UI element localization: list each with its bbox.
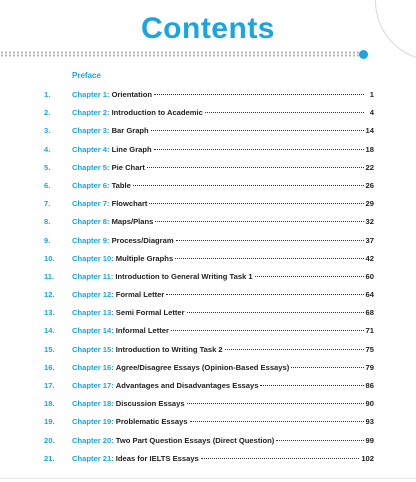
toc-entry-line [72, 236, 374, 245]
toc-entry-line [72, 326, 374, 335]
toc-entry[interactable] [0, 306, 416, 324]
toc-dot-leader [171, 330, 364, 331]
toc-page-number: 26 [365, 180, 374, 190]
toc-chapter-title: Discussion Essays [115, 399, 185, 409]
toc-dot-leader [147, 167, 364, 168]
toc-page-number: 93 [365, 417, 374, 427]
toc-chapter-label: Chapter 4: [72, 144, 110, 154]
toc-dot-leader [205, 112, 364, 113]
toc-entry[interactable] [0, 179, 416, 197]
toc-entry-number: 20. [44, 435, 55, 445]
toc-dot-leader [155, 221, 363, 222]
toc-dot-leader [154, 94, 364, 95]
toc-chapter-title: Table [111, 180, 131, 190]
toc-entry-number: 18. [44, 399, 55, 409]
toc-entry[interactable] [0, 343, 416, 361]
preface-link[interactable]: Preface [72, 71, 101, 80]
toc-dot-leader [149, 203, 363, 204]
toc-dot-leader [187, 312, 364, 313]
toc-chapter-title: Pie Chart [111, 162, 145, 172]
toc-page-number: 22 [365, 162, 374, 172]
toc-entry[interactable] [0, 215, 416, 233]
toc-entry-line [72, 126, 374, 135]
toc-entry-line [72, 308, 374, 317]
toc-entry[interactable] [0, 143, 416, 161]
toc-entry[interactable] [0, 197, 416, 215]
toc-entry-line [72, 254, 374, 263]
toc-dot-leader [255, 276, 364, 277]
toc-chapter-title: Advantages and Disadvantages Essays [115, 381, 259, 390]
toc-chapter-label: Chapter 12: [72, 290, 114, 300]
toc-entry-line [72, 417, 374, 426]
toc-dot-leader [176, 240, 364, 241]
toc-page-number: 68 [365, 308, 374, 318]
toc-entry[interactable] [0, 452, 416, 470]
toc-entry-line [72, 290, 374, 299]
toc-page-number: 64 [365, 290, 374, 300]
toc-page-number: 90 [365, 399, 374, 409]
toc-chapter-label: Chapter 3: [72, 126, 110, 136]
toc-dot-leader [291, 367, 363, 368]
toc-entry-line [72, 181, 374, 190]
toc-dot-leader [133, 185, 364, 186]
toc-entry[interactable] [0, 379, 416, 397]
page-title: Contents [141, 12, 275, 45]
toc-entry-line [72, 399, 374, 408]
toc-chapter-label: Chapter 21: [72, 453, 114, 463]
toc-entry[interactable] [0, 234, 416, 252]
toc-entry-line [72, 363, 374, 372]
toc-entry-number: 19. [44, 417, 55, 427]
toc-chapter-label: Chapter 9: [72, 235, 110, 245]
toc-entry-number: 1. [44, 90, 51, 99]
toc-entry-line [72, 454, 374, 463]
toc-page-number: 32 [365, 217, 374, 227]
toc-chapter-label: Chapter 20: [72, 435, 114, 445]
toc-chapter-label: Chapter 7: [72, 199, 110, 209]
dotted-divider [0, 51, 362, 57]
toc-chapter-title: Formal Letter [115, 290, 165, 300]
toc-chapter-title: Process/Diagram [111, 235, 174, 245]
toc-entry-number: 14. [44, 326, 55, 336]
toc-entry-number: 11. [44, 271, 55, 281]
toc-chapter-title: Problematic Essays [115, 417, 188, 427]
toc-entry-line [72, 381, 374, 390]
toc-page-number: 37 [365, 235, 374, 245]
toc-entry[interactable] [0, 270, 416, 288]
toc-chapter-label: Chapter 18: [72, 399, 114, 409]
toc-chapter-label: Chapter 6: [72, 180, 110, 190]
toc-entry-number: 10. [44, 253, 55, 263]
toc-entry-number: 9. [44, 235, 51, 245]
toc-dot-leader [166, 294, 363, 295]
toc-entry-number: 6. [44, 180, 51, 190]
toc-entry-number: 7. [44, 199, 51, 209]
toc-entry[interactable] [0, 124, 416, 142]
toc-entry-number: 21. [44, 453, 55, 463]
toc-chapter-label: Chapter 15: [72, 344, 114, 354]
page-bottom-edge [0, 478, 416, 479]
toc-chapter-label: Chapter 8: [72, 217, 110, 227]
toc-chapter-title: Introduction to Academic [111, 108, 203, 118]
toc-chapter-title: Orientation [111, 90, 153, 99]
toc-entry[interactable] [0, 361, 416, 379]
toc-dot-leader [225, 349, 364, 350]
toc-entry[interactable] [0, 324, 416, 342]
toc-page-number: 75 [365, 344, 374, 354]
toc-dot-leader [175, 258, 363, 259]
toc-chapter-title: Flowchart [111, 199, 148, 209]
toc-chapter-title: Introduction to General Writing Task 1 [115, 271, 253, 281]
table-of-contents [0, 88, 416, 470]
toc-chapter-label: Chapter 1: [72, 90, 110, 99]
toc-entry[interactable] [0, 288, 416, 306]
toc-chapter-label: Chapter 2: [72, 108, 110, 118]
toc-chapter-label: Chapter 19: [72, 417, 114, 427]
toc-entry-number: 5. [44, 162, 51, 172]
toc-chapter-label: Chapter 10: [72, 253, 114, 263]
toc-entry-line [72, 436, 374, 445]
divider-dot-icon [359, 50, 368, 59]
toc-page-number: 102 [361, 453, 374, 463]
toc-dot-leader [151, 130, 364, 131]
toc-entry-line [72, 90, 374, 99]
toc-chapter-title: Two Part Question Essays (Direct Question) [115, 435, 275, 445]
toc-dot-leader [190, 421, 364, 422]
toc-entry-line [72, 272, 374, 281]
toc-page-number: 1 [369, 90, 374, 99]
toc-chapter-title: Multiple Graphs [115, 253, 174, 263]
toc-page-number: 99 [365, 435, 374, 445]
toc-chapter-title: Bar Graph [111, 126, 149, 136]
toc-page-number: 18 [365, 144, 374, 154]
toc-entry[interactable] [0, 88, 416, 106]
toc-chapter-title: Semi Formal Letter [115, 308, 185, 318]
toc-entry-line [72, 217, 374, 226]
toc-dot-leader [276, 440, 363, 441]
toc-chapter-title: Line Graph [111, 144, 152, 154]
toc-page-number: 79 [365, 362, 374, 372]
toc-chapter-label: Chapter 14: [72, 326, 114, 336]
toc-entry-line [72, 145, 374, 154]
toc-dot-leader [260, 385, 363, 386]
toc-page-number: 71 [365, 326, 374, 336]
toc-chapter-title: Agree/Disagree Essays (Opinion-Based Essays) [115, 362, 290, 372]
toc-entry-number: 15. [44, 344, 55, 354]
toc-dot-leader [187, 403, 364, 404]
toc-entry-line [72, 345, 374, 354]
toc-dot-leader [154, 149, 364, 150]
toc-entry-number: 3. [44, 126, 51, 136]
toc-chapter-label: Chapter 17: [72, 381, 114, 390]
toc-entry[interactable] [0, 397, 416, 415]
toc-page-number: 42 [365, 253, 374, 263]
toc-page-number: 29 [365, 199, 374, 209]
toc-entry-number: 2. [44, 108, 51, 118]
toc-dot-leader [201, 458, 360, 459]
toc-chapter-title: Introduction to Writing Task 2 [115, 344, 223, 354]
toc-entry[interactable] [0, 252, 416, 270]
toc-chapter-label: Chapter 16: [72, 362, 114, 372]
toc-entry-line [72, 199, 374, 208]
toc-entry-number: 12. [44, 290, 55, 300]
toc-chapter-title: Informal Letter [115, 326, 169, 336]
toc-entry-line [72, 108, 374, 117]
toc-chapter-label: Chapter 5: [72, 162, 110, 172]
toc-entry[interactable] [0, 415, 416, 433]
toc-entry[interactable] [0, 161, 416, 179]
toc-chapter-label: Chapter 11: [72, 271, 114, 281]
toc-page-number: 14 [365, 126, 374, 136]
toc-entry-line [72, 163, 374, 172]
toc-page-number: 60 [365, 271, 374, 281]
toc-page-number: 4 [369, 108, 374, 118]
toc-entry-number: 17. [44, 381, 55, 390]
toc-entry-number: 4. [44, 144, 51, 154]
toc-page-number: 86 [365, 381, 374, 390]
toc-chapter-label: Chapter 13: [72, 308, 114, 318]
toc-entry[interactable] [0, 106, 416, 124]
toc-entry-number: 13. [44, 308, 55, 318]
toc-entry-number: 16. [44, 362, 55, 372]
toc-entry[interactable] [0, 434, 416, 452]
toc-entry-number: 8. [44, 217, 51, 227]
toc-chapter-title: Maps/Plans [111, 217, 154, 227]
toc-chapter-title: Ideas for IELTS Essays [115, 453, 199, 463]
